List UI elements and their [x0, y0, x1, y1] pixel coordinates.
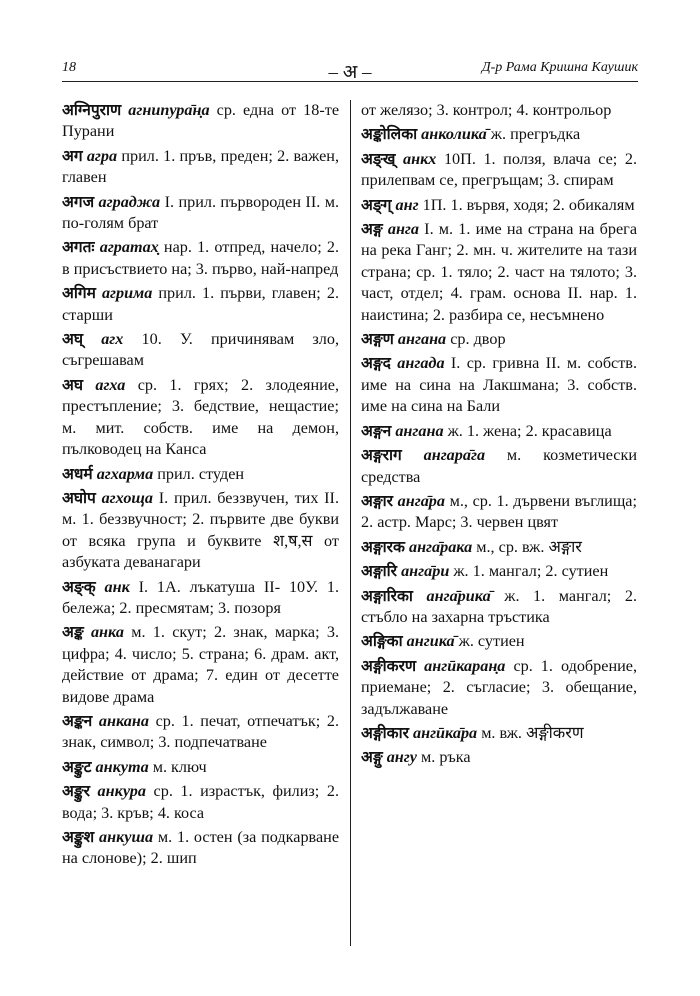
dictionary-entry — [62, 827, 339, 870]
transliteration: ангана — [395, 421, 444, 440]
headword: अङ्ख् — [361, 149, 396, 168]
transliteration: анка — [90, 623, 124, 642]
dictionary-entry — [62, 757, 339, 778]
dictionary-entry — [62, 375, 339, 461]
transliteration: анкана — [98, 711, 149, 730]
dictionary-entry — [361, 421, 637, 442]
headword: अग्निपुराण — [62, 101, 122, 119]
transliteration: анколика̄ — [421, 125, 487, 144]
headword: अङ्गिका — [361, 632, 403, 651]
definition: ср. 1. одобрение, приемане; 2. съгласие; 3. обещание, задължаване — [361, 656, 638, 718]
headword: अङ्क — [62, 623, 84, 642]
headword: अङ्गारिका — [361, 586, 413, 605]
transliteration: анкута — [95, 757, 149, 776]
transliteration: агрима — [101, 284, 153, 303]
headword: अङ्कन — [62, 711, 93, 730]
dictionary-entry — [62, 781, 339, 824]
headword: अङ्ग — [361, 220, 383, 239]
definition: м. козметически средства — [361, 446, 638, 486]
transliteration: анкуша — [99, 828, 154, 846]
definition: прил. 1. пръв, преден; 2. важен, главен — [62, 146, 339, 187]
headword: अङ्गीकरण — [361, 656, 417, 675]
transliteration: анк — [104, 577, 130, 596]
headword: अगज — [62, 192, 95, 211]
page-number: 18 — [62, 60, 76, 75]
headword: अङ्कुर — [62, 782, 90, 801]
column-divider — [350, 100, 351, 946]
definition: м. 1. скут; 2. знак, марка; 3. цифра; 4. число; 5. страна; 6. драм. акт, действие от драма; 7. един от десетте видове драма — [62, 623, 339, 706]
dictionary-entry — [361, 586, 637, 629]
transliteration: анга̄ра — [397, 491, 445, 510]
headword: अघोप — [62, 488, 96, 507]
transliteration: ангара̄га — [423, 446, 486, 465]
transliteration: агх — [101, 330, 124, 349]
transliteration: агнипура̄н̣а — [128, 101, 210, 119]
transliteration: ангада — [397, 354, 445, 373]
dictionary-entry — [361, 195, 637, 216]
definition: м., ср. 1. дървени въглища; 2. астр. Марс; 3. червен цвят — [361, 491, 637, 532]
left-column — [62, 100, 339, 873]
dictionary-entry — [62, 100, 339, 143]
dictionary-entry — [361, 747, 637, 768]
headword: अङ्गद — [361, 354, 391, 373]
dictionary-entry — [361, 149, 637, 192]
headword: अङ्ग् — [361, 195, 392, 214]
headword: अधर्म — [62, 464, 93, 483]
dictionary-entry — [361, 656, 637, 720]
transliteration: ангана — [397, 330, 447, 349]
definition: м. ключ — [148, 757, 207, 776]
dictionary-entry — [62, 711, 339, 754]
dictionary-entry — [62, 283, 339, 326]
dictionary-entry — [361, 723, 637, 744]
headword: अगिम — [62, 284, 96, 303]
headword: अग — [62, 146, 83, 165]
headword: अङ्गीकार — [361, 723, 409, 742]
transliteration: аграджа — [98, 192, 161, 211]
definition: ср. една от 18-те Пурани — [62, 101, 340, 141]
transliteration: ангӣка̄ра — [412, 723, 478, 742]
definition: м., ср. вж. अङ्गार — [472, 537, 582, 556]
transliteration: анга — [387, 220, 419, 239]
headword: अङ्कुट — [62, 757, 92, 776]
definition: ж. прегръдка — [486, 125, 581, 144]
right-column — [361, 100, 637, 772]
transliteration: анга̄ри — [401, 562, 450, 581]
dictionary-entry — [62, 464, 339, 485]
headword: अङ्गार — [361, 491, 394, 510]
definition: ж. 1. мангал; 2. стъбло на захарна тръстика — [361, 586, 637, 626]
definition: ср. двор — [446, 330, 506, 349]
definition: ср. 1. израстък, филиз; 2. вода; 3. кръв; 4. коса — [62, 782, 339, 822]
headword: अङ्गराग — [361, 446, 402, 465]
dictionary-entry — [361, 631, 637, 652]
headword: अङ्गन — [361, 421, 392, 440]
transliteration: анкура — [97, 782, 146, 801]
transliteration: анг — [395, 195, 419, 214]
dictionary-entry — [361, 537, 637, 558]
definition: м. 1. остен (за подкарване на слонове); 2. шип — [62, 828, 340, 868]
definition: 10. У. причинявам зло, съгрешавам — [62, 330, 340, 370]
transliteration: агха — [95, 375, 126, 394]
definition: ж. 1. жена; 2. красавица — [443, 421, 612, 440]
definition: прил. 1. първи, главен; 2. старши — [62, 284, 340, 324]
dictionary-entry — [361, 491, 637, 534]
dictionary-entry — [62, 329, 339, 372]
headword: अङ्क् — [62, 577, 96, 596]
transliteration: агхоща — [101, 488, 154, 507]
headword: अगतः — [62, 238, 95, 257]
definition: I. прил. първороден II. м. по-голям брат — [62, 192, 339, 233]
section-letter-heading: – अ – — [328, 62, 372, 83]
dictionary-entry — [361, 561, 637, 582]
headword: अघ — [62, 375, 84, 394]
dictionary-entry — [62, 577, 339, 620]
definition: I. 1А. лъкатуша II- 10У. 1. бележа; 2. пресмятам; 3. позоря — [62, 577, 339, 617]
transliteration: агра — [86, 146, 118, 165]
transliteration: ангу — [386, 748, 417, 767]
transliteration: агратах̣ — [99, 238, 159, 257]
transliteration: ангӣкаран̣а — [424, 656, 506, 675]
definition: ж. 1. мангал; 2. сутиен — [449, 562, 609, 581]
definition: ср. 1. печат, отпечатък; 2. знак, символ; 3. подпечатване — [62, 711, 339, 752]
dictionary-entry — [62, 622, 339, 708]
headword: अङ्गण — [361, 330, 394, 349]
headword: अघ् — [62, 330, 84, 349]
dictionary-entry — [361, 329, 637, 350]
entry-continuation: от желязо; 3. контрол; 4. контрольор — [361, 101, 612, 119]
transliteration: анга̄рака — [408, 537, 473, 556]
definition: I. прил. беззвучен, тих II. м. 1. беззвучност; 2. първите две букви от всяка група и буквите श,ष,स от азбуката деванагари — [62, 488, 339, 572]
dictionary-entry — [62, 192, 339, 235]
dictionary-entry — [361, 353, 637, 417]
definition: I. м. 1. име на страна на брега на река Ганг; 2. мн. ч. жителите на тази страна; ср. 1. тяло; 2. част на тялото; 3. част, отдел; 4. грам. основа II. нар. 1. наистина; 2. разбира се, несъмнено — [361, 220, 638, 324]
dictionary-entry — [361, 445, 637, 488]
header-rule — [62, 81, 638, 82]
running-head-author: Д-р Рама Кришна Каушик — [481, 60, 638, 75]
dictionary-entry — [62, 237, 339, 280]
definition: нар. 1. отпред, начело; 2. в присъствието на; 3. първо, най-напред — [62, 238, 340, 278]
definition: м. ръка — [416, 748, 471, 767]
transliteration: агхарма — [96, 464, 154, 483]
dictionary-entry — [62, 488, 339, 574]
definition: ср. 1. грях; 2. злодеяние, престъпление; 3. бедствие, нещастие; м. мит. собств. име на демон, пълководец на Канса — [62, 375, 339, 459]
definition: I. ср. гривна II. м. собств. име на сина на Лакшмана; 3. собств. име на сина на Бали — [361, 354, 638, 416]
transliteration: анкх — [402, 149, 437, 168]
definition: 1П. 1. вървя, ходя; 2. обикалям — [418, 195, 635, 214]
dictionary-entry — [361, 219, 637, 326]
definition: ж. сутиен — [454, 632, 525, 651]
headword: अङ्गु — [361, 748, 383, 767]
dictionary-entry — [361, 124, 637, 145]
headword: अङ्गारि — [361, 562, 398, 581]
definition: м. вж. अङ्गीकरण — [477, 723, 584, 742]
headword: अङ्कोलिका — [361, 125, 418, 144]
headword: अङ्गारक — [361, 537, 405, 556]
transliteration: анга̄рика̄ — [426, 586, 491, 605]
dictionary-entry — [62, 146, 339, 189]
definition: прил. студен — [153, 464, 245, 483]
definition: 10П. 1. ползя, влача се; 2. прилепвам се, прегръщам; 3. спирам — [361, 149, 637, 190]
headword: अङ्कुश — [62, 828, 95, 846]
transliteration: ангика̄ — [406, 632, 455, 651]
